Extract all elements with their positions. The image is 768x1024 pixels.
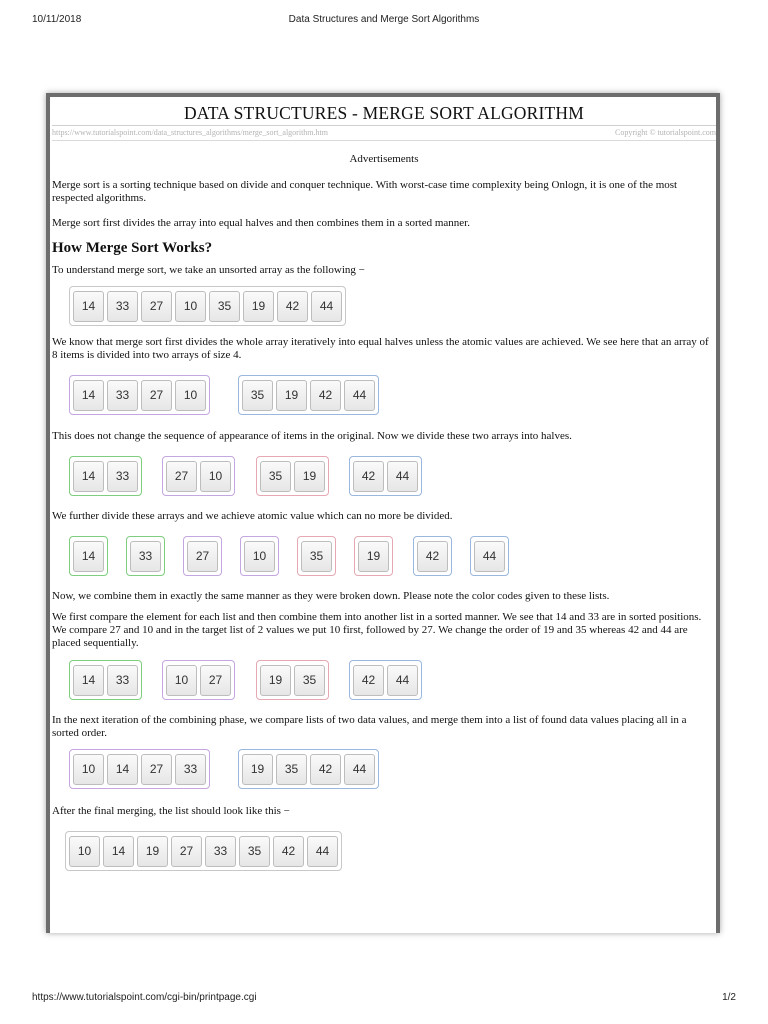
- array-row-merged-2: [52, 660, 716, 704]
- paragraph-combine: Now, we combine them in exactly the same manner as they were broken down. Please note the color codes given to these lists.: [52, 590, 610, 602]
- array-group: [354, 536, 393, 576]
- array-cell: 14: [73, 665, 104, 696]
- paragraph-unsorted: To understand merge sort, we take an unsorted array as the following −: [52, 264, 365, 276]
- array-cell: 10: [166, 665, 197, 696]
- paragraph-divide: We know that merge sort first divides the whole array iteratively into equal halves unless the atomic values are achieved. We see here that an array of 8 items is divided into two arrays of size 4.: [52, 336, 709, 361]
- array-cell: 42: [277, 291, 308, 322]
- array-cell: 42: [417, 541, 448, 572]
- advertisements-label: Advertisements: [349, 153, 419, 165]
- array-cell: 42: [353, 461, 384, 492]
- array-cell: 35: [242, 380, 273, 411]
- array-group: [69, 749, 210, 789]
- array-group: [183, 536, 222, 576]
- array-cell: 27: [141, 754, 172, 785]
- array-cell: 19: [276, 380, 307, 411]
- array-group: [69, 375, 210, 415]
- array-cell: 14: [107, 754, 138, 785]
- array-cell: 27: [200, 665, 231, 696]
- array-cell: 27: [171, 836, 202, 867]
- array-cell: 44: [311, 291, 342, 322]
- article-title: DATA STRUCTURES - MERGE SORT ALGORITHM: [52, 101, 716, 126]
- array-row-split-4: [52, 375, 716, 419]
- array-group: [470, 536, 509, 576]
- source-url[interactable]: https://www.tutorialspoint.com/data_structures_algorithms/merge_sort_algorithm.htm: [52, 128, 328, 137]
- array-cell: 27: [187, 541, 218, 572]
- array-group: [256, 456, 329, 496]
- array-cell: 33: [130, 541, 161, 572]
- printed-page-frame: [46, 93, 720, 933]
- array-cell: 35: [239, 836, 270, 867]
- array-cell: 10: [200, 461, 231, 492]
- array-group: [256, 660, 329, 700]
- array-cell: 35: [301, 541, 332, 572]
- array-row-merged-4: [52, 749, 716, 793]
- paragraph-next: In the next iteration of the combining phase, we compare lists of two data values, and merge them into a list of found data values placing all in a sorted order.: [52, 714, 687, 739]
- array-cell: 19: [358, 541, 389, 572]
- array-cell: 44: [344, 380, 375, 411]
- array-cell: 19: [243, 291, 274, 322]
- array-row-split-2: [52, 456, 716, 500]
- intro-paragraph: Merge sort is a sorting technique based on divide and conquer technique. With worst-case time complexity being Onlogn, it is one of the most respected algorithms.: [52, 179, 678, 204]
- array-cell: 14: [73, 380, 104, 411]
- array-group: [413, 536, 452, 576]
- array-group: [349, 660, 422, 700]
- array-cell: 14: [73, 541, 104, 572]
- array-cell: 10: [244, 541, 275, 572]
- paragraph-compare: We first compare the element for each list and then combine them into another list in a sorted manner. We see that 14 and 33 are in sorted positions. We compare 27 and 10 and in the target list of 2 values we put 10 first, followed by 27. We change the order of 19 and 35 whereas 42 and 44 are placed sequentially.: [52, 611, 702, 649]
- array-group: [69, 660, 142, 700]
- array-group: [297, 536, 336, 576]
- array-cell: 33: [107, 461, 138, 492]
- array-cell: 33: [175, 754, 206, 785]
- array-cell: 10: [175, 380, 206, 411]
- print-date: 10/11/2018: [32, 14, 82, 25]
- array-group: [240, 536, 279, 576]
- array-group: [65, 831, 342, 871]
- print-document-title: Data Structures and Merge Sort Algorithms: [288, 14, 480, 25]
- array-row-final: [52, 831, 716, 875]
- array-cell: 27: [141, 291, 172, 322]
- array-cell: 33: [205, 836, 236, 867]
- source-line: [52, 126, 716, 141]
- array-cell: 33: [107, 291, 138, 322]
- print-url: https://www.tutorialspoint.com/cgi-bin/printpage.cgi: [32, 992, 257, 1003]
- array-group: [349, 456, 422, 496]
- array-group: [69, 286, 346, 326]
- array-cell: 35: [209, 291, 240, 322]
- section-heading: How Merge Sort Works?: [52, 240, 213, 256]
- array-row-unsorted: [52, 286, 716, 330]
- array-cell: 14: [73, 291, 104, 322]
- array-cell: 14: [103, 836, 134, 867]
- array-group: [238, 375, 379, 415]
- array-cell: 42: [310, 380, 341, 411]
- intro-paragraph-2: Merge sort first divides the array into equal halves and then combines them in a sorted manner.: [52, 217, 470, 229]
- array-cell: 10: [73, 754, 104, 785]
- array-cell: 44: [307, 836, 338, 867]
- array-cell: 27: [166, 461, 197, 492]
- array-cell: 19: [137, 836, 168, 867]
- array-cell: 35: [276, 754, 307, 785]
- array-cell: 33: [107, 665, 138, 696]
- copyright-notice: Copyright © tutorialspoint.com: [615, 128, 716, 137]
- array-group: [162, 456, 235, 496]
- array-cell: 44: [387, 461, 418, 492]
- array-cell: 44: [344, 754, 375, 785]
- array-cell: 10: [175, 291, 206, 322]
- array-cell: 42: [353, 665, 384, 696]
- page-number: 1/2: [722, 992, 736, 1003]
- array-cell: 19: [242, 754, 273, 785]
- array-cell: 10: [69, 836, 100, 867]
- paragraph-final: After the final merging, the list should look like this −: [52, 805, 290, 817]
- array-cell: 19: [294, 461, 325, 492]
- array-cell: 35: [260, 461, 291, 492]
- array-group: [238, 749, 379, 789]
- paragraph-halves: This does not change the sequence of appearance of items in the original. Now we divide these two arrays into halves.: [52, 430, 572, 442]
- array-cell: 42: [273, 836, 304, 867]
- article-content: [52, 97, 716, 875]
- array-cell: 33: [107, 380, 138, 411]
- array-cell: 14: [73, 461, 104, 492]
- array-cell: 35: [294, 665, 325, 696]
- paragraph-atomic: We further divide these arrays and we achieve atomic value which can no more be divided.: [52, 510, 453, 522]
- array-cell: 42: [310, 754, 341, 785]
- array-group: [162, 660, 235, 700]
- array-group: [69, 536, 108, 576]
- array-group: [69, 456, 142, 496]
- array-cell: 44: [387, 665, 418, 696]
- array-row-split-1: [52, 536, 716, 580]
- array-group: [126, 536, 165, 576]
- array-cell: 27: [141, 380, 172, 411]
- array-cell: 19: [260, 665, 291, 696]
- array-cell: 44: [474, 541, 505, 572]
